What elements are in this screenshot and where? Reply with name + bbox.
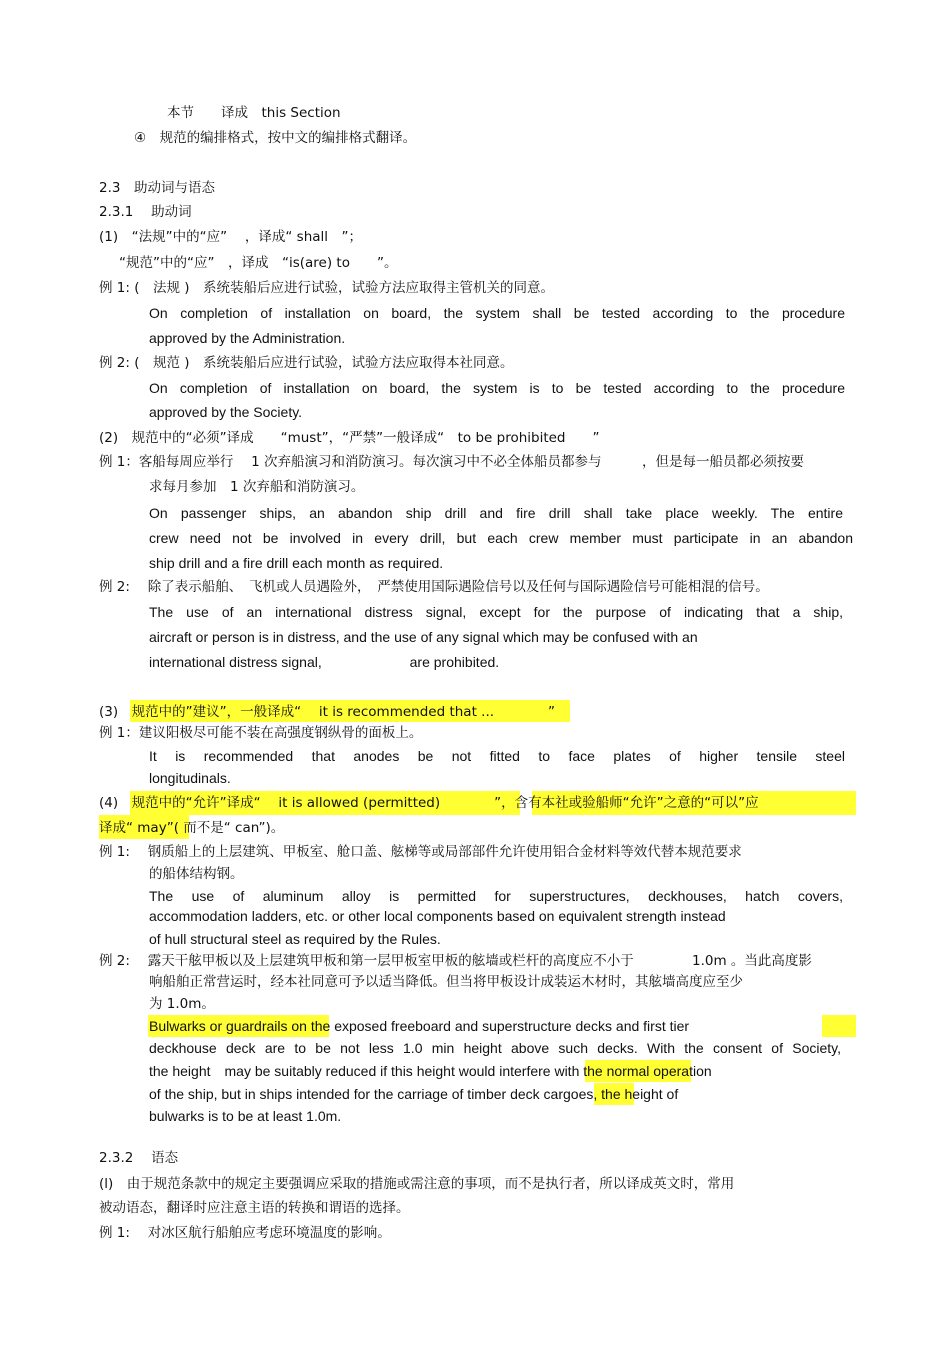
text-line: (3) 规范中的”建议”，一般译成“ it is recommended that ... ”: [99, 704, 556, 720]
english-line: On completion of installation on board, the system shall be tested according to the procedure: [149, 305, 845, 321]
english-line: The use of aluminum alloy is permitted for superstructures, deckhouses, hatch covers,: [149, 888, 843, 904]
english-line: of hull structural steel as required by the Rules.: [149, 931, 441, 947]
text-line: 例 1：客船每周应举行 1 次弃船演习和消防演习。每次演习中不必全体船员都参与 ，但是每一船员都必须按要: [99, 454, 805, 470]
text-line: 例 1: 对冰区航行船舶应考虑环境温度的影响。: [99, 1225, 391, 1241]
english-line: On passenger ships, an abandon ship drill and fire drill shall take place weekly. The entire: [149, 505, 843, 521]
highlight-mark: [822, 1015, 856, 1037]
english-line: It is recommended that anodes be not fitted to face plates of higher tensile steel: [149, 748, 845, 764]
english-line: On completion of installation on board, the system is to be tested according to the procedure: [149, 380, 845, 396]
english-line: of the ship, but in ships intended for the carriage of timber deck cargoes, the height of: [149, 1086, 679, 1102]
text-line: 求每月参加 1 次弃船和消防演习。: [149, 479, 365, 495]
english-line: approved by the Administration.: [149, 330, 346, 346]
english-line: international distress signal, are prohibited.: [149, 654, 500, 670]
text-line: 本节 译成 this Section: [167, 105, 341, 121]
text-line: (4) 规范中的“允许”译成“ it is allowed (permitted) ”，含有本社或验船师“允许”之意的“可以”应: [99, 795, 759, 811]
text-line: (1) “法规”中的“应” ，译成“ shall ”；: [99, 229, 363, 245]
text-line: 例 2: ( 规范 ) 系统装船后应进行试验，试验方法应取得本社同意。: [99, 355, 514, 371]
text-line: “规范”中的“应” ，译成 “is(are) to ”。: [119, 255, 398, 271]
text-line: 译成“ may”( 而不是“ can”)。: [99, 820, 285, 836]
english-line: Bulwarks or guardrails on the exposed freeboard and superstructure decks and first tier: [149, 1018, 690, 1034]
text-line: 的船体结构钢。: [149, 866, 244, 882]
english-line: aircraft or person is in distress, and the use of any signal which may be confused with an: [149, 629, 698, 645]
text-line: 例 1: ( 法规 ) 系统装船后应进行试验，试验方法应取得主管机关的同意。: [99, 280, 555, 296]
text-line: ④ 规范的编排格式，按中文的编排格式翻译。: [134, 130, 417, 146]
text-line: 例 2: 除了表示船舶、 飞机或人员遇险外， 严禁使用国际遇险信号以及任何与国际遇险信号可能相混的信号。: [99, 579, 769, 595]
section-heading: 2.3.1 助动词: [99, 204, 192, 220]
english-line: the height may be suitably reduced if this height would interfere with the normal operation: [149, 1063, 712, 1079]
text-line: 例 2: 露天干舷甲板以及上层建筑甲板和第一层甲板室甲板的舷墙或栏杆的高度应不小于 1.0m 。当此高度影: [99, 953, 812, 969]
text-line: 响船舶正常营运时，经本社同意可予以适当降低。但当将甲板设计成装运木材时，其舷墙高度应至少: [149, 974, 743, 990]
english-line: bulwarks is to be at least 1.0m.: [149, 1108, 342, 1124]
text-line: 例 1：建议阳极尽可能不装在高强度钢纵骨的面板上。: [99, 725, 423, 741]
english-line: crew need not be involved in every drill, but each crew member must participate in an abandon: [149, 530, 853, 546]
english-line: The use of an international distress signal, except for the purpose of indicating that a ship,: [149, 604, 843, 620]
text-line: (l) 由于规范条款中的规定主要强调应采取的措施或需注意的事项，而不是执行者，所以译成英文时，常用: [99, 1176, 735, 1192]
english-line: longitudinals.: [149, 770, 231, 786]
english-line: deckhouse deck are to be not less 1.0 min height above such decks. With the consent of Society,: [149, 1040, 841, 1056]
section-heading: 2.3.2 语态: [99, 1150, 179, 1166]
english-line: ship drill and a fire drill each month as required.: [149, 555, 444, 571]
english-line: accommodation ladders, etc. or other local components based on equivalent strength instead: [149, 908, 726, 924]
text-line: 例 1: 钢质船上的上层建筑、甲板室、舱口盖、舷梯等或局部部件允许使用铝合金材料等效代替本规范要求: [99, 844, 742, 860]
section-heading: 2.3 助动词与语态: [99, 180, 215, 196]
english-line: approved by the Society.: [149, 404, 303, 420]
text-line: 被动语态，翻译时应注意主语的转换和谓语的选择。: [99, 1200, 410, 1216]
text-line: 为 1.0m。: [149, 996, 215, 1012]
text-line: (2) 规范中的“必须”译成 “must”，“严禁”一般译成“ to be prohibited ”: [99, 430, 600, 446]
